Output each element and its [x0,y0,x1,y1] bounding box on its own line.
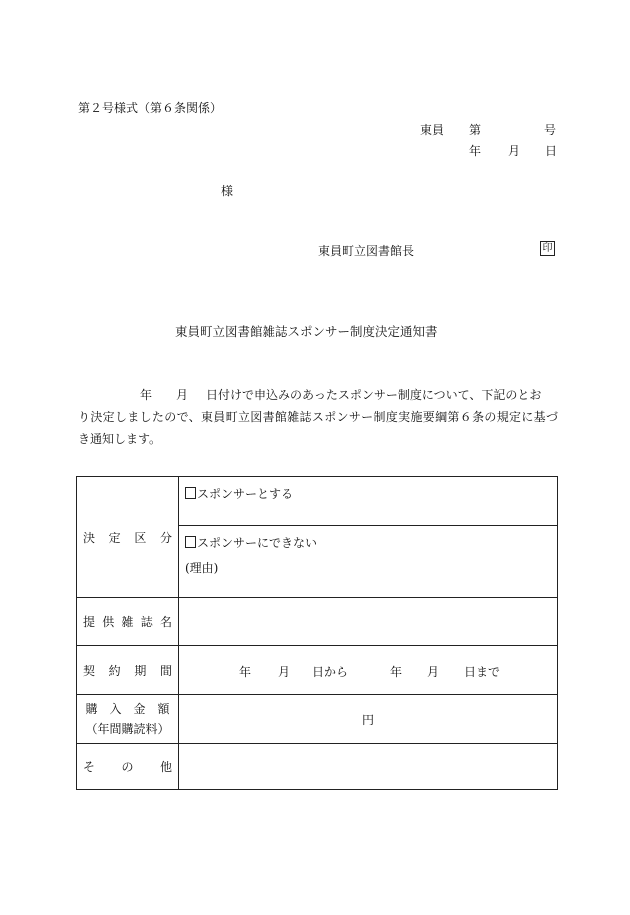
recipient-honorific: 様 [221,184,234,198]
body-line3: き通知します。 [78,432,162,446]
period-end-month: 月 [427,665,440,679]
period-label: 契 約 期 間 [77,646,179,695]
reference-go: 号 [544,123,557,137]
reference-dai: 第 [469,123,482,137]
decision-table [76,476,558,790]
magazine-label: 提 供 雑 誌 名 [77,598,179,646]
period-start-month: 月 [278,665,291,679]
form-number: 第２号様式（第６条関係） [78,101,223,115]
sender-name: 東員町立図書館長 [318,244,415,258]
decision-label: 決 定 区 分 [77,477,179,598]
other-field[interactable] [179,744,558,790]
amount-field[interactable] [179,695,558,744]
body-month: 月 [176,388,189,402]
date-day: 日 [545,144,558,158]
amount-sublabel: （年間購読料） [85,722,170,736]
body-paragraph [78,384,558,450]
body-line1: 日付けで申込みのあったスポンサー制度について、下記のとお [206,388,542,402]
period-end-day: 日まで [464,665,501,679]
amount-label: 購 入 金 額 [85,702,170,716]
date-year: 年 [469,144,482,158]
magazine-field[interactable] [179,598,558,646]
reason-label: (理由) [185,561,219,575]
other-label: そ の 他 [77,744,179,790]
period-field[interactable] [179,646,558,695]
checkbox-sponsor-yes[interactable] [185,487,196,499]
option-sponsor-yes[interactable] [179,477,557,525]
amount-label-cell [77,695,179,744]
body-year: 年 [140,388,153,402]
document-title: 東員町立図書館雑誌スポンサー制度決定通知書 [175,324,438,339]
option-sponsor-no[interactable] [179,525,557,597]
period-start-day: 日から [312,665,349,679]
period-end-year: 年 [390,665,403,679]
seal-mark: 印 [540,241,555,256]
period-start-year: 年 [239,665,252,679]
option-sponsor-no-label: スポンサーにできない [197,536,318,550]
reference-org: 東員 [420,123,445,137]
option-sponsor-yes-label: スポンサーとする [197,487,294,501]
date-month: 月 [508,144,521,158]
checkbox-sponsor-no[interactable] [185,536,196,548]
body-line2: り決定しましたので、東員町立図書館雑誌スポンサー制度実施要綱第６条の規定に基づ [78,410,558,424]
amount-unit: 円 [361,712,374,727]
